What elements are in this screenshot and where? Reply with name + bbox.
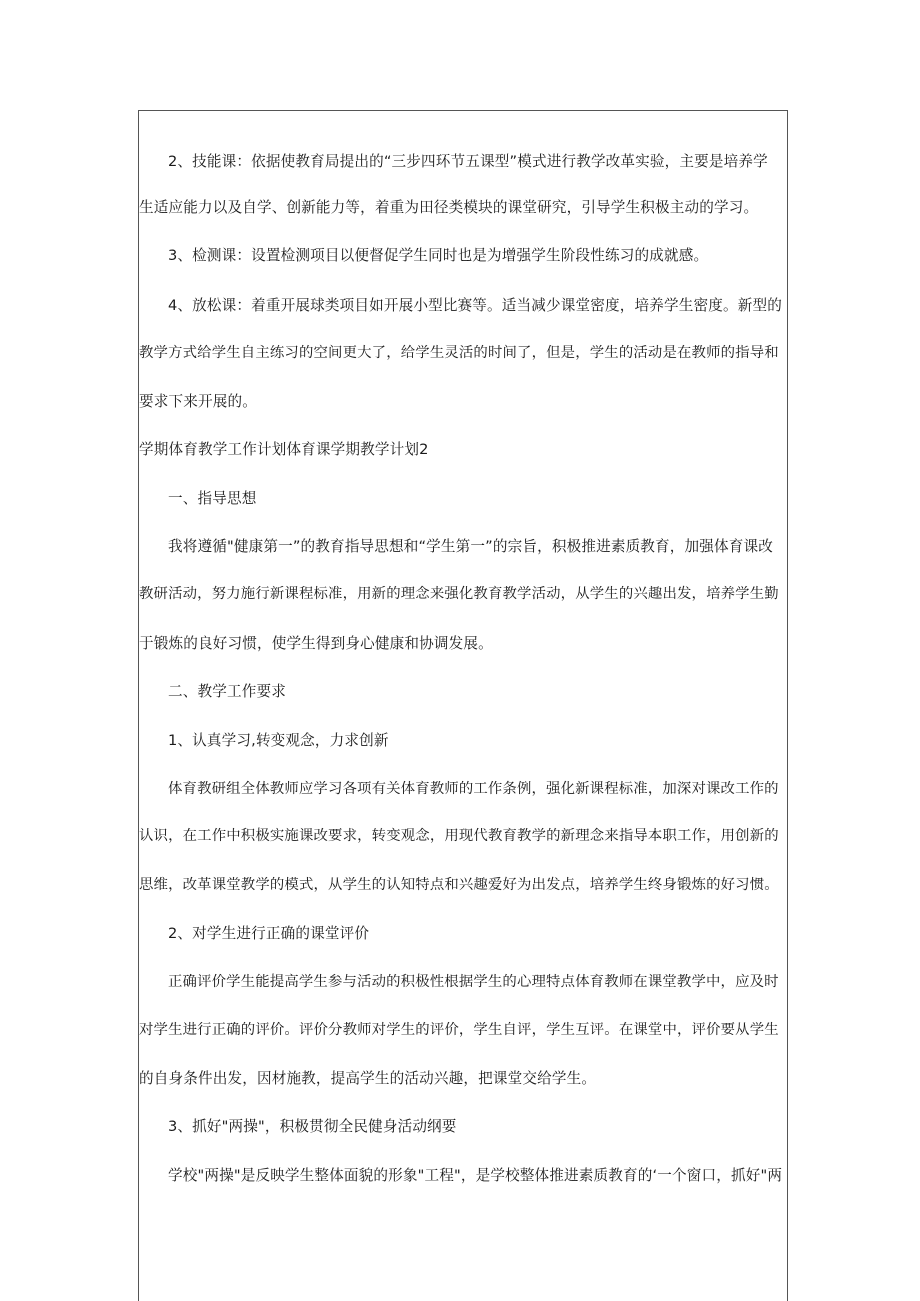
- paragraph-line: 教研活动，努力施行新课程标准，用新的理念来强化教育教学活动，从学生的兴趣出发，培养学生勤: [139, 586, 779, 603]
- paragraph-line: 3、检测课：设置检测项目以便督促学生同时也是为增强学生阶段性练习的成就感。: [168, 246, 709, 264]
- paragraph-line: 体育教研组全体教师应学习各项有关体育教师的工作条例，强化新课程标准，加深对课改工作的: [168, 781, 779, 798]
- heading: 二、教学工作要求: [168, 682, 286, 700]
- paragraph-line: 学校"两操"是反映学生整体面貌的形象"工程"，是学校整体推进素质教育的‘一个窗口，抓好"两: [168, 1166, 783, 1184]
- paragraph-line: 教学方式给学生自主练习的空间更大了，给学生灵活的时间了，但是，学生的活动是在教师的指导和: [139, 345, 779, 362]
- paragraph-line: 于锻炼的良好习惯，使学生得到身心健康和协调发展。: [139, 634, 493, 652]
- paragraph-line: 正确评价学生能提高学生参与活动的积极性根据学生的心理特点体育教师在课堂教学中，应及时: [168, 974, 779, 991]
- subheading: 1、认真学习,转变观念，力求创新: [168, 731, 389, 749]
- subheading: 3、抓好"两操"，积极贯彻全民健身活动纲要: [168, 1117, 457, 1135]
- subheading: 2、对学生进行正确的课堂评价: [168, 924, 370, 942]
- paragraph-line: 思维，改革课堂教学的模式，从学生的认知特点和兴趣爱好为出发点，培养学生终身锻炼的好习惯。: [139, 877, 779, 894]
- paragraph-line: 对学生进行正确的评价。评价分教师对学生的评价，学生自评，学生互评。在课堂中，评价要从学生: [139, 1022, 779, 1039]
- paragraph-line: 生适应能力以及自学、创新能力等，着重为田径类模块的课堂研究，引导学生积极主动的学习。: [139, 198, 759, 216]
- section-title: 学期体育教学工作计划体育课学期教学计划2: [139, 440, 429, 458]
- heading: 一、指导思想: [168, 489, 257, 507]
- paragraph-line: 的自身条件出发，因材施教，提高学生的活动兴趣，把课堂交给学生。: [139, 1069, 597, 1087]
- paragraph-line: 认识，在工作中积极实施课改要求，转变观念，用现代教育教学的新理念来指导本职工作，用创新的: [139, 828, 779, 845]
- paragraph-line: 我将遵循"健康第一”的教育指导思想和“学生第一”的宗旨，积极推进素质教育，加强体育课改: [168, 537, 774, 555]
- paragraph-line: 4、放松课：着重开展球类项目如开展小型比赛等。适当减少课堂密度，培养学生密度。新型的: [168, 296, 782, 314]
- paragraph-line: 2、技能课：依据使教育局提出的“三步四环节五课型”模式进行教学改革实验，主要是培养学: [168, 152, 768, 170]
- paragraph-line: 要求下来开展的。: [139, 392, 257, 410]
